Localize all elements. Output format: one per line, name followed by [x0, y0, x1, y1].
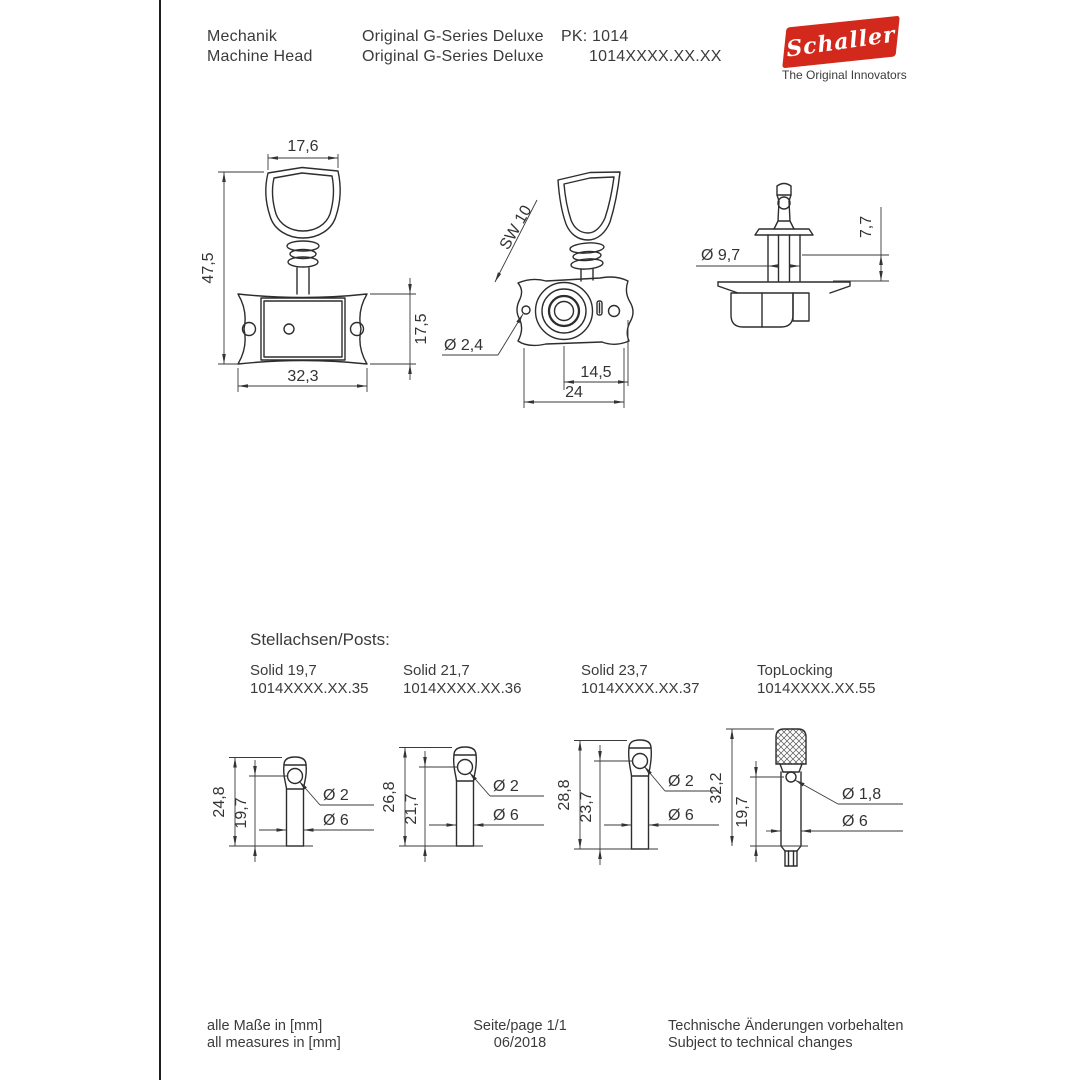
- header-doc-type: [207, 27, 313, 67]
- bottom-view-drawing: [440, 150, 685, 415]
- post-bore-circles: [536, 283, 593, 340]
- dim-hole-dia: Ø 2: [493, 778, 519, 795]
- dim-post-dia: Ø 6: [842, 813, 868, 830]
- dim-plate-height: 17,5: [413, 313, 430, 345]
- variant-article: 1014XXXX.XX.36: [403, 680, 522, 697]
- header-article: [561, 27, 722, 67]
- housing-outline: [517, 277, 633, 345]
- schaller-logo: [778, 16, 910, 82]
- variant-label-2: [403, 662, 521, 698]
- dim-post-dia: Ø 6: [323, 812, 349, 829]
- product-name-en: Original G-Series Deluxe: [362, 48, 544, 65]
- doc-type-de: Mechanik: [207, 28, 278, 45]
- string-post-side: [774, 184, 794, 230]
- variant-label-3: [581, 662, 699, 698]
- dim-inner-height: 21,7: [403, 793, 420, 825]
- dim-hole-dia: Ø 2: [323, 787, 349, 804]
- product-name-de: Original G-Series Deluxe: [362, 28, 544, 45]
- doc-type-en: Machine Head: [207, 48, 313, 65]
- front-view-dimensions: [218, 154, 416, 392]
- dim-hole-dia: Ø 2: [668, 773, 694, 790]
- page-number: Seite/page 1/1: [473, 1018, 567, 1034]
- post-shape: [780, 764, 802, 866]
- logo-brand-text: Schaller: [785, 21, 897, 63]
- variant-article: 1014XXXX.XX.55: [757, 680, 876, 697]
- logo-red-flag: [782, 16, 900, 69]
- post-shape: [284, 757, 307, 846]
- dim-bushing-dia: Ø 9,7: [701, 247, 741, 264]
- header-product: [362, 27, 544, 67]
- article-number: 1014XXXX.XX.XX: [589, 48, 722, 65]
- variant-label-1: [250, 662, 368, 698]
- footer-page: [430, 1018, 610, 1052]
- dim-wrench-size: SW 10: [496, 202, 536, 253]
- dim-outer-height: 32,2: [708, 772, 725, 804]
- logo-tagline: The Original Innovators: [782, 68, 907, 82]
- post-drawing-solid-23-7: [538, 716, 723, 894]
- units-de: alle Maße in [mm]: [207, 1018, 323, 1034]
- variant-name: TopLocking: [757, 662, 833, 679]
- button-collar-tilted: [570, 242, 605, 281]
- variant-article: 1014XXXX.XX.37: [581, 680, 700, 697]
- bushing-side: [768, 235, 800, 281]
- dim-outer-height: 26,8: [381, 781, 398, 813]
- dim-hole-offset: 14,5: [580, 364, 612, 381]
- footer-units: [207, 1018, 341, 1052]
- front-view-drawing: [200, 130, 470, 410]
- dim-total-height: 47,5: [200, 252, 217, 284]
- footer-notice: [668, 1018, 903, 1052]
- notice-de: Technische Änderungen vorbehalten: [668, 1018, 904, 1034]
- base-plate-front: [238, 294, 367, 364]
- variant-label-4: [757, 662, 875, 698]
- variant-name: Solid 23,7: [581, 662, 648, 679]
- side-view-drawing: [693, 165, 923, 365]
- post-drawing-toplocking: [706, 708, 906, 900]
- post-shape: [454, 747, 477, 846]
- dim-inner-height: 23,7: [578, 791, 595, 823]
- dim-top-width: 17,6: [287, 138, 319, 155]
- left-margin-rule: [159, 0, 161, 1080]
- post-drawing-solid-21-7: [363, 723, 548, 891]
- dim-plate-width: 32,3: [287, 368, 319, 385]
- variant-name: Solid 21,7: [403, 662, 470, 679]
- pk-number: PK: 1014: [561, 28, 629, 45]
- dim-post-dia: Ø 6: [668, 807, 694, 824]
- dim-inner-height: 19,7: [233, 797, 250, 829]
- gear-housing-side: [718, 282, 850, 327]
- dim-pin-hole: Ø 2,4: [444, 337, 484, 354]
- dim-inner-height: 19,7: [734, 796, 751, 828]
- collar-washer-side: [755, 229, 813, 235]
- dim-post-dia: Ø 6: [493, 807, 519, 824]
- variant-article: 1014XXXX.XX.35: [250, 680, 369, 697]
- revision-date: 06/2018: [493, 1035, 547, 1051]
- locking-knob: [776, 729, 806, 764]
- dim-bushing-height: 7,7: [858, 215, 875, 239]
- notice-en: Subject to technical changes: [668, 1035, 853, 1051]
- dim-hole-dia: Ø 1,8: [842, 786, 882, 803]
- post-drawing-solid-19-7: [193, 733, 378, 891]
- dim-body-width: 24: [565, 384, 583, 401]
- post-dimensions: [574, 741, 719, 866]
- variant-name: Solid 19,7: [250, 662, 317, 679]
- button-collar-front: [287, 241, 319, 294]
- units-en: all measures in [mm]: [207, 1035, 341, 1051]
- post-shape: [629, 740, 652, 849]
- tuner-button-front: [266, 168, 340, 239]
- dim-outer-height: 28,8: [556, 779, 573, 811]
- posts-section-heading: Stellachsen/Posts:: [250, 630, 390, 649]
- dim-outer-height: 24,8: [211, 786, 228, 818]
- tuner-button-tilted: [558, 172, 620, 240]
